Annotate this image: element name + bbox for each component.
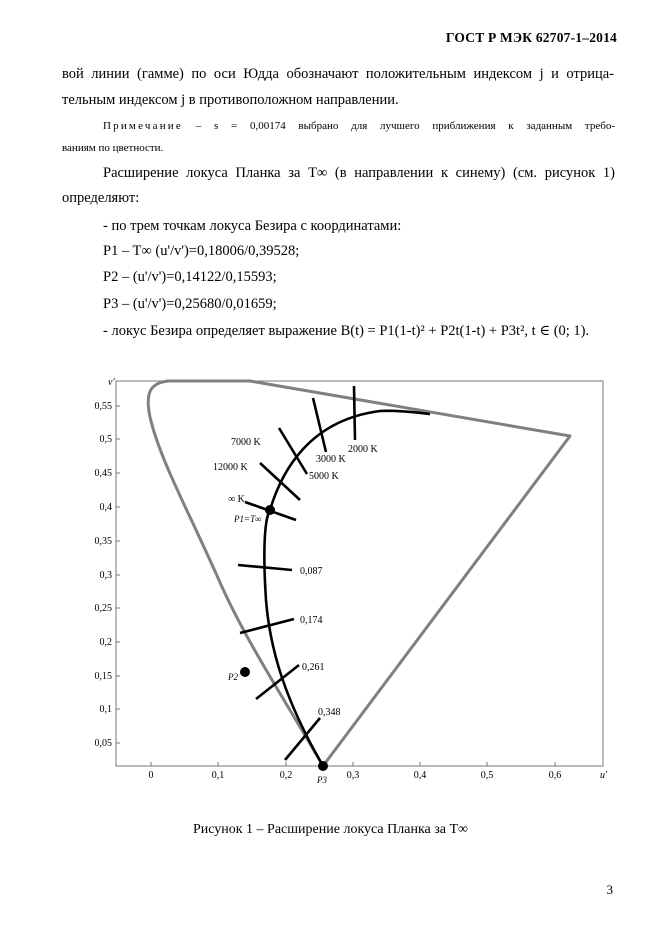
plot-frame <box>116 381 603 766</box>
point-p3 <box>318 761 328 771</box>
y-axis-label: v' <box>108 377 115 388</box>
paragraph-line: тельным индексом j в противоположном направлении. <box>62 92 399 108</box>
x-tick-label: 0,6 <box>548 770 562 781</box>
duv-label: 0,087 <box>300 566 323 577</box>
bullet-line: - по трем точкам локуса Безира с координатами: <box>103 218 402 234</box>
x-tick-label: 0 <box>148 770 154 781</box>
duv-label: 0,348 <box>318 707 341 718</box>
y-tick-label: 0,2 <box>99 637 112 648</box>
y-tick-label: 0,35 <box>94 536 112 547</box>
cct-label: 5000 K <box>309 471 339 482</box>
figure-caption: Рисунок 1 – Расширение локуса Планка за T∞ <box>192 822 469 837</box>
point-p2 <box>240 667 250 677</box>
coordinate-line: P3 – (u'/v')=0,25680/0,01659; <box>103 296 277 312</box>
x-tick-label: 0,3 <box>346 770 360 781</box>
y-tick-label: 0,15 <box>94 671 112 682</box>
point-label: P1=T∞ <box>234 514 262 524</box>
y-tick-label: 0,45 <box>94 468 112 479</box>
cct-label: 7000 K <box>231 437 261 448</box>
x-tick-label: 0,2 <box>279 770 293 781</box>
duv-label: 0,174 <box>300 615 323 626</box>
duv-label: 0,261 <box>302 662 325 673</box>
paragraph-line: определяют: <box>62 190 140 206</box>
document-header: ГОСТ Р МЭК 62707-1–2014 <box>445 30 617 45</box>
paragraph-line: вой линии (гамме) по оси Юдда обозначают положительным индексом j и отрица- <box>62 66 614 82</box>
y-tick-label: 0,55 <box>94 401 112 412</box>
y-tick-label: 0,3 <box>99 570 112 581</box>
point-label: P3 <box>317 775 327 785</box>
note-line: ваниям по цветности. <box>62 142 164 154</box>
page-number: 3 <box>606 882 613 897</box>
cct-label: ∞ K <box>228 494 245 505</box>
figure <box>70 368 610 813</box>
y-tick-label: 0,4 <box>99 502 112 513</box>
coordinate-line: P1 – T∞ (u'/v')=0,18006/0,39528; <box>103 243 300 259</box>
y-tick-label: 0,1 <box>99 704 112 715</box>
note-label: Примечание <box>103 120 183 132</box>
note-line <box>103 118 615 135</box>
bullet-line: - локус Безира определяет выражение B(t) = P1(1-t)² + P2t(1-t) + P3t², t ∈ (0; 1). <box>103 323 590 339</box>
coordinate-line: P2 – (u'/v')=0,14122/0,15593; <box>103 269 277 285</box>
cct-label: 3000 K <box>316 454 346 465</box>
y-tick-label: 0,25 <box>94 603 112 614</box>
cct-label: 12000 K <box>213 462 248 473</box>
note-text: – s = 0,00174 выбрано для лучшего приближения к заданным требо- <box>182 120 615 132</box>
point-label: P2 <box>228 672 238 682</box>
x-tick-label: 0,5 <box>480 770 494 781</box>
paragraph-line: Расширение локуса Планка за T∞ (в направлении к синему) (см. рисунок 1) <box>103 165 615 181</box>
x-axis-label: u' <box>600 770 608 781</box>
y-tick-label: 0,05 <box>94 738 112 749</box>
chromaticity-diagram <box>70 368 610 808</box>
cct-label: 2000 K <box>348 444 378 455</box>
point-p1 <box>265 505 275 515</box>
x-tick-label: 0,4 <box>413 770 427 781</box>
planck-locus <box>264 411 430 766</box>
spectrum-locus <box>148 381 570 766</box>
y-tick-label: 0,5 <box>99 434 112 445</box>
x-tick-label: 0,1 <box>211 770 225 781</box>
